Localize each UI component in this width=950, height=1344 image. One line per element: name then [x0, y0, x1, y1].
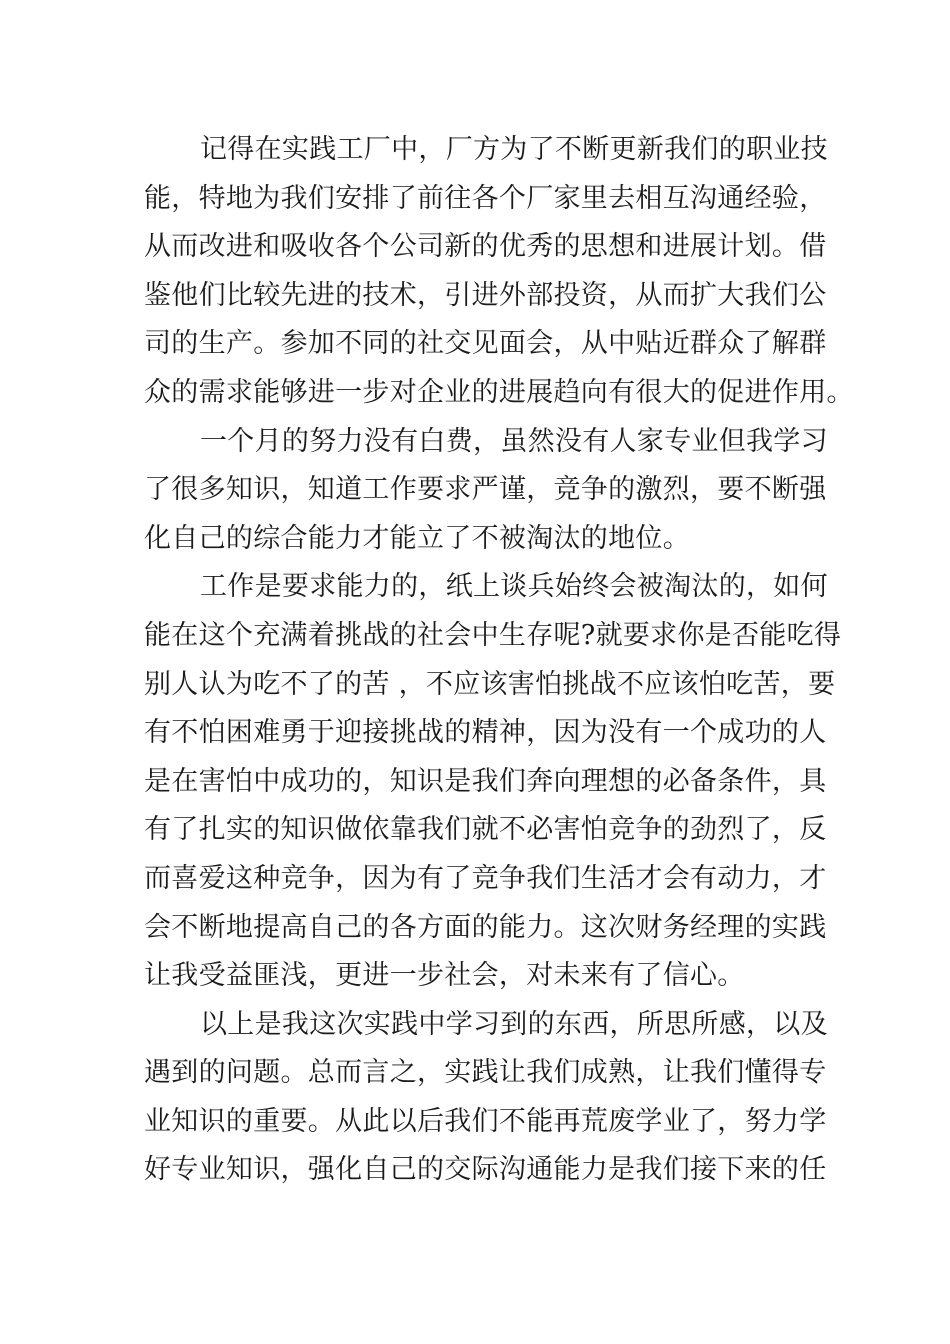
- text-line: 能，特地为我们安排了前往各个厂家里去相互沟通经验，: [144, 182, 827, 214]
- paragraph-first-line: 记得在实践工厂中，厂方为了不断更新我们的职业技: [200, 134, 828, 165]
- document-body: [144, 126, 854, 1195]
- text-line: 司的生产。参加不同的社交见面会，从中贴近群众了解群: [144, 328, 827, 360]
- text-line: 化自己的综合能力才能立了不被淘汰的地位。: [144, 522, 690, 554]
- text-line: 能在这个充满着挑战的社会中生存呢?就要求你是否能吃得: [144, 619, 842, 651]
- text-line: 鉴他们比较先进的技术，引进外部投资，从而扩大我们公: [144, 279, 827, 311]
- text-line: 众的需求能够进一步对企业的进展趋向有很大的促进作用。: [144, 376, 854, 408]
- text-line: 业知识的重要。从此以后我们不能再荒废学业了，努力学: [144, 1105, 827, 1137]
- text-line: 有了扎实的知识做依靠我们就不必害怕竞争的劲烈了，反: [144, 814, 827, 846]
- text-line: 而喜爱这种竞争，因为有了竞争我们生活才会有动力，才: [144, 862, 827, 894]
- text-line: 会不断地提高自己的各方面的能力。这次财务经理的实践: [144, 911, 827, 943]
- text-line: 有不怕困难勇于迎接挑战的精神，因为没有一个成功的人: [144, 717, 827, 749]
- paragraph-first-line: 以上是我这次实践中学习到的东西，所思所感，以及: [200, 1008, 828, 1040]
- paragraph-first-line: 一个月的努力没有白费，虽然没有人家专业但我学习: [200, 425, 828, 457]
- text-line: 好专业知识，强化自己的交际沟通能力是我们接下来的任: [144, 1154, 827, 1186]
- text-line: 让我受益匪浅，更进一步社会，对未来有了信心。: [144, 960, 745, 992]
- text-line: 了很多知识，知道工作要求严谨，竞争的激烈，要不断强: [144, 474, 827, 506]
- text-line: 别人认为吃不了的苦 ，不应该害怕挑战不应该怕吃苦，要: [144, 668, 836, 700]
- text-line: 遇到的问题。总而言之，实践让我们成熟，让我们懂得专: [144, 1057, 827, 1089]
- paragraph-first-line: 工作是要求能力的，纸上谈兵始终会被淘汰的，如何: [200, 571, 828, 603]
- text-line: 是在害怕中成功的，知识是我们奔向理想的必备条件，具: [144, 765, 827, 797]
- text-line: 从而改进和吸收各个公司新的优秀的思想和进展计划。借: [144, 231, 827, 263]
